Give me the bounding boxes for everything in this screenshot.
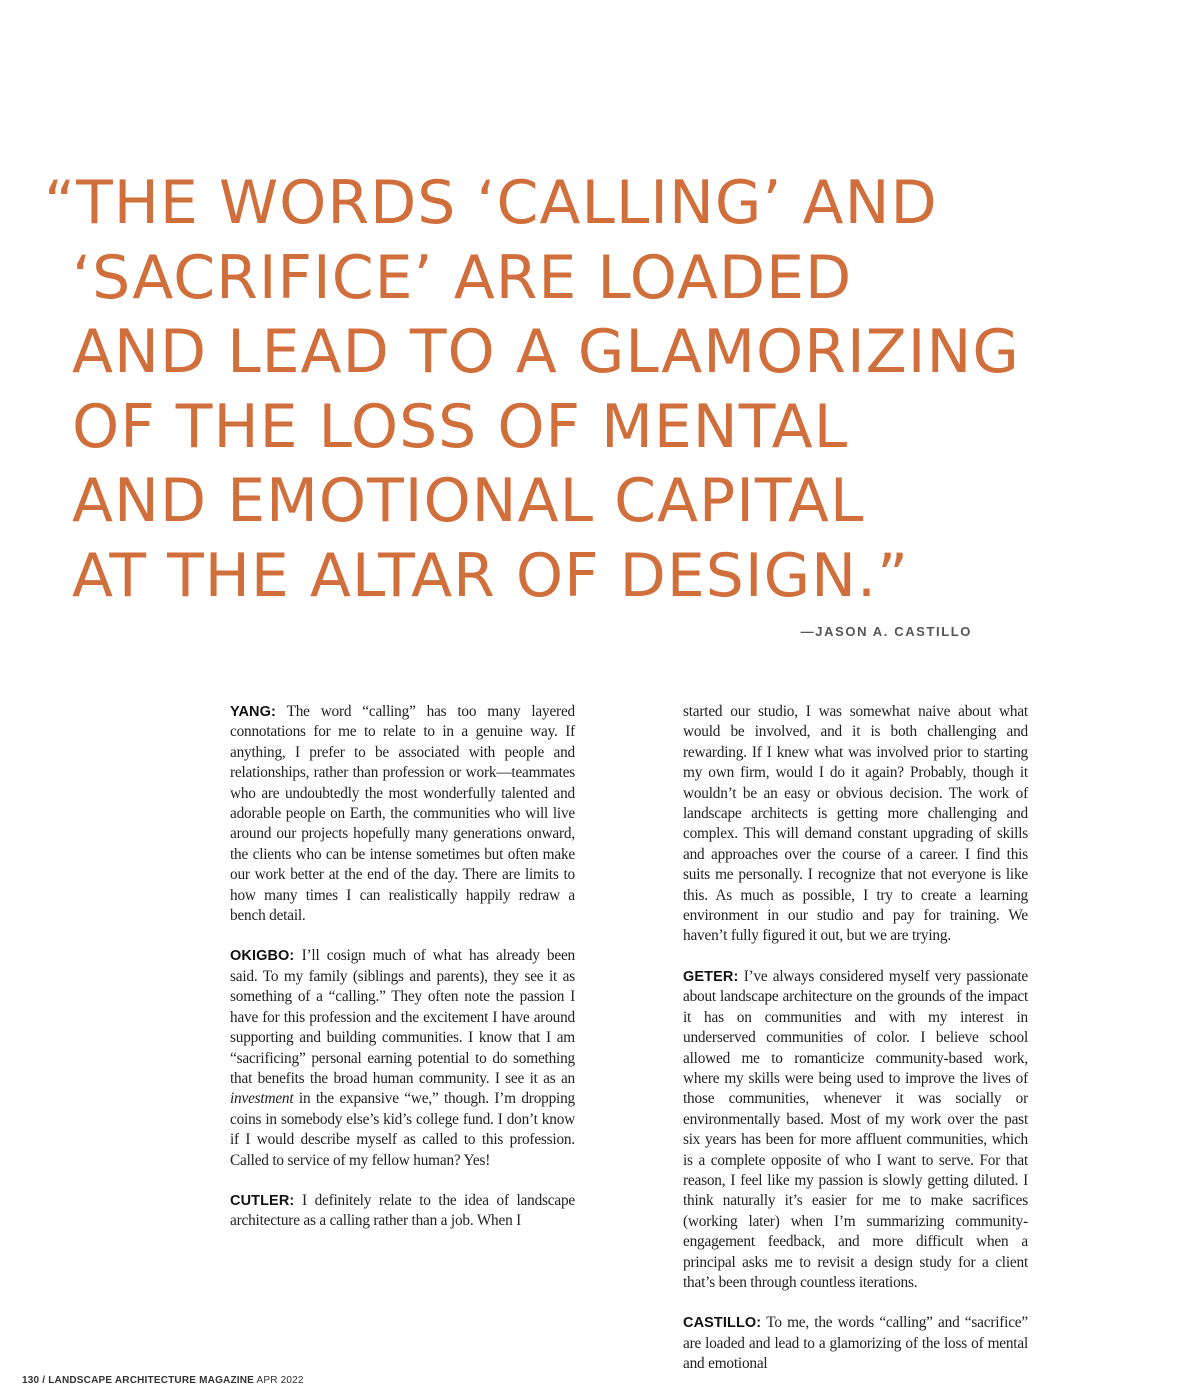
speaker-name: CUTLER: bbox=[230, 1192, 295, 1209]
paragraph-cutler bbox=[230, 1191, 575, 1232]
paragraph-text: I definitely relate to the idea of landscape architecture as a calling rather than a job. When I bbox=[230, 1191, 576, 1230]
pull-quote-line: AND EMOTIONAL CAPITAL bbox=[72, 466, 865, 536]
pull-quote-line: AT THE ALTAR OF DESIGN.” bbox=[72, 540, 910, 611]
paragraph-text: I’ll cosign much of what has already been said. To my family (siblings and parents), they see it as something of a “calling.” They often note the passion I have for this profession and the excitement I have around supporting and building communities. I know that I am “sacrificing” personal earning potential to do something that benefits the broad human community. I see it as an bbox=[230, 947, 575, 1087]
page-footer bbox=[22, 1375, 304, 1386]
speaker-name: CASTILLO: bbox=[683, 1315, 762, 1332]
pull-quote bbox=[44, 166, 1184, 613]
paragraph-text: The word “calling” has too many layered connotations for me to relate to in a genuine way. If anything, I prefer to be associated with people and relationships, rather than profession or work—teammates who are undoubtedly the most wonderfully talented and adorable people on Earth, the communities who will live around our projects hopefully many generations onward, the clients who can be intense sometimes but often make our work better at the end of the day. There are limits to how many times I can realistically happily redraw a bench detail. bbox=[230, 703, 575, 925]
emphasis-text: investment bbox=[230, 1090, 294, 1108]
pull-quote-attribution: —JASON A. CASTILLO bbox=[800, 624, 972, 639]
paragraph-text: To me, the words “calling” and “sacrifice” are loaded and lead to a glamorizing of the loss of mental and emotional bbox=[683, 1314, 1028, 1373]
pull-quote-line: OF THE LOSS OF MENTAL bbox=[72, 391, 849, 462]
paragraph-castillo bbox=[683, 1313, 1028, 1374]
paragraph-okigbo bbox=[230, 946, 575, 1170]
pull-quote-line: ‘SACRIFICE’ ARE LOADED bbox=[72, 242, 853, 313]
folio-publication: 130 / LANDSCAPE ARCHITECTURE MAGAZINE bbox=[22, 1375, 255, 1386]
paragraph-yang bbox=[230, 702, 575, 926]
speaker-name: GETER: bbox=[683, 968, 739, 985]
pull-quote-line: AND LEAD TO A GLAMORIZING bbox=[72, 317, 1020, 387]
pull-quote-line: “THE WORDS ‘CALLING’ AND bbox=[44, 168, 938, 238]
speaker-name: OKIGBO: bbox=[230, 948, 295, 965]
paragraph-text: in the expansive “we,” though. I’m dropping coins in somebody else’s kid’s college fund. I don’t know if I would describe myself as called to this profession. Called to service of my fellow human? Yes! bbox=[230, 1090, 575, 1169]
paragraph-text: started our studio, I was somewhat naive about what would be involved, and it is both challenging and rewarding. If I knew what was involved prior to starting my own firm, would I do it again? Probably, though it wouldn’t be an easy or obvious decision. The work of landscape architects is getting more challenging and complex. This will demand constant upgrading of skills and approaches over the course of a career. I find this suits me personally. I recognize that not everyone is like this. As much as possible, I try to create a learning environment in our studio and pay for training. We haven’t fully figured it out, but we are trying. bbox=[683, 703, 1028, 945]
speaker-name: YANG: bbox=[230, 704, 276, 720]
paragraph-text: I’ve always considered myself very passionate about landscape architecture on the grounds of the impact it has on communities and with my interest in underserved communities of color. I believe school allowed me to romanticize community-based work, where my skills were being used to improve the lives of those communities, whenever it was socially or environmentally based. Most of my work over the past six years has been for more affluent communities, which is a complete opposite of who I want to serve. For that reason, I feel like my passion is slowly getting diluted. I think naturally it’s easier for me to make sacrifices (working later) when I’m summarizing community-engagement feedback, and more difficult when a principal asks me to revisit a design study for a client that’s been through countless iterations. bbox=[683, 967, 1028, 1291]
paragraph-geter bbox=[683, 967, 1028, 1294]
column-left bbox=[230, 702, 575, 1395]
paragraph-cutler-continued bbox=[683, 702, 1028, 947]
folio-issue-date: APR 2022 bbox=[256, 1375, 304, 1386]
column-right bbox=[683, 702, 1028, 1395]
article-body bbox=[230, 702, 1028, 1395]
